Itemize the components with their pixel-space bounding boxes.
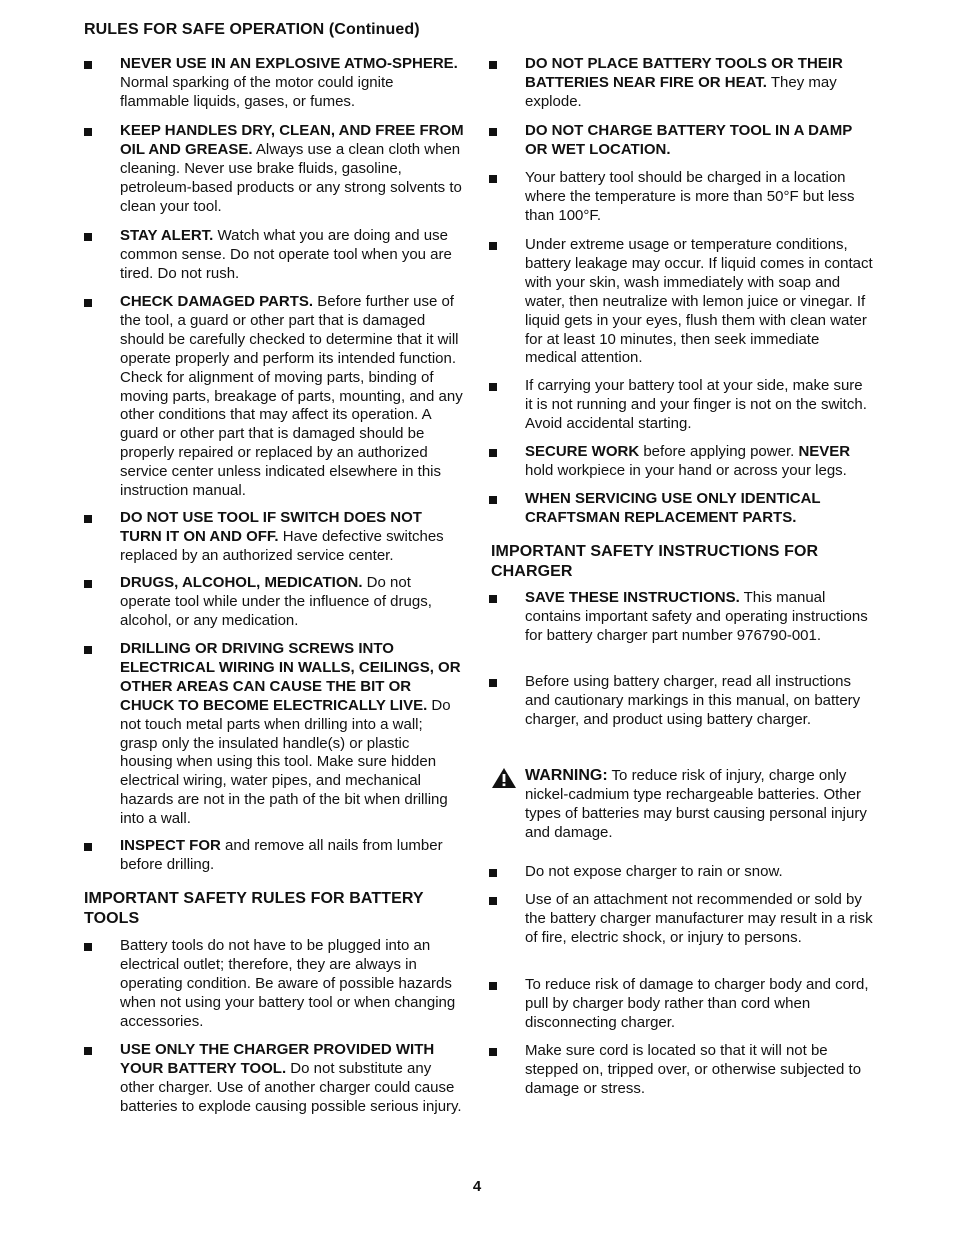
bullet-icon	[84, 128, 92, 136]
rule-item-damaged-parts	[84, 293, 464, 501]
bullet-icon	[84, 646, 92, 654]
bullet-icon	[489, 383, 497, 391]
rule-item-servicing	[489, 490, 874, 528]
rule-item-carrying	[489, 377, 874, 434]
rule-lead: USE ONLY THE CHARGER PROVIDED WITH YOUR BATTERY TOOL.	[120, 1041, 435, 1077]
rule-item-inspect	[84, 837, 464, 875]
bullet-icon	[489, 679, 497, 687]
rule-item-explosive	[84, 55, 464, 112]
rule-item-leakage	[489, 236, 874, 368]
bullet-icon	[489, 982, 497, 990]
rule-lead: DO NOT USE TOOL IF SWITCH DOES NOT TURN IT ON AND OFF.	[120, 509, 422, 545]
rule-body: Under extreme usage or temperature conditions, battery leakage may occur. If liquid comes in contact with your skin, wash immediately with soap and water, then neutralize with lemon juice or vinegar. If liquid gets in your eyes, flush them with clean water for at least 10 minutes, then seek immediate medical attention.	[525, 236, 873, 367]
rule-body: Have defective switches replaced by an authorized service center.	[120, 527, 444, 564]
bullet-icon	[489, 869, 497, 877]
rule-body: Watch what you are doing and use common sense. Do not operate tool when you are tired. Do not rush.	[120, 227, 452, 282]
rule-body: Normal sparking of the motor could ignite flammable liquids, gases, or fumes.	[120, 73, 394, 110]
rule-body-2: hold workpiece in your hand or across your legs.	[525, 461, 847, 479]
warning-body: To reduce risk of injury, charge only nickel-cadmium type rechargeable batteries. Other types of batteries may burst causing personal injury and damage.	[525, 767, 867, 841]
rule-item-damp-location	[489, 122, 874, 160]
bullet-icon	[84, 580, 92, 588]
rule-item-attachment	[489, 891, 874, 948]
warning-triangle-icon	[491, 767, 517, 789]
rule-body: and remove all nails from lumber before drilling.	[120, 837, 443, 873]
bullet-icon	[84, 843, 92, 851]
rule-body: Do not touch metal parts when drilling into a wall; grasp only the insulated handle(s) or plastic housing when using this tool. Make sure hidden electrical wiring, water pipes, and mechanical hazards are not in the path of the bit when drilling into a wall.	[120, 696, 451, 828]
bullet-icon	[84, 943, 92, 951]
bullet-icon	[84, 515, 92, 523]
bullet-icon	[489, 595, 497, 603]
rule-lead: STAY ALERT.	[120, 227, 214, 244]
bullet-icon	[84, 299, 92, 307]
rule-body: Your battery tool should be charged in a location where the temperature is more than 50°F but less than 100°F.	[525, 169, 855, 224]
rule-item-cord-pull	[489, 976, 874, 1033]
rule-item-temperature	[489, 169, 874, 226]
rule-body: Do not expose charger to rain or snow.	[525, 863, 783, 880]
rule-lead: DRUGS, ALCOHOL, MEDICATION.	[120, 574, 363, 591]
rule-body: before applying power.	[639, 443, 799, 460]
bullet-icon	[489, 1048, 497, 1056]
rule-lead: SECURE WORK	[525, 443, 640, 460]
rule-lead: DRILLING OR DRIVING SCREWS INTO ELECTRICAL WIRING IN WALLS, CEILINGS, OR OTHER AREAS CAN CAUSE THE BIT OR CHUCK TO BECOME ELECTRICALLY LIVE.	[120, 640, 461, 714]
rule-body: They may explode.	[525, 73, 837, 110]
rule-body: To reduce risk of damage to charger body and cord, pull by charger body rather than cord when disconnecting charger.	[525, 976, 869, 1031]
rule-item-cord-location	[489, 1042, 874, 1099]
rule-body: If carrying your battery tool at your side, make sure it is not running and your finger is not on the switch. Avoid accidental starting.	[525, 377, 867, 432]
rule-item-drilling	[84, 640, 464, 829]
bullet-icon	[489, 242, 497, 250]
bullet-icon	[489, 449, 497, 457]
rule-item-handles	[84, 122, 464, 217]
warning-block	[489, 767, 874, 843]
rule-item-drugs	[84, 574, 464, 631]
rule-item-switch	[84, 509, 464, 566]
rule-item-rain	[489, 863, 874, 882]
rule-lead: INSPECT FOR	[120, 837, 221, 854]
rule-body: Do not substitute any other charger. Use of another charger could cause batteries to explode causing possible serious injury.	[120, 1059, 462, 1115]
rule-item-secure-work	[489, 443, 874, 481]
warning-label: WARNING:	[525, 767, 608, 784]
rule-lead: KEEP HANDLES DRY, CLEAN, AND FREE FROM OIL AND GREASE.	[120, 122, 464, 158]
rule-lead: CHECK DAMAGED PARTS.	[120, 293, 314, 310]
rule-body: Before further use of the tool, a guard or other part that is damaged should be carefully checked to determine that it will operate properly and perform its intended function. Check for alignment of moving parts, binding of moving parts, breakage of parts, mounting, and any other conditions that may affect its operation. A guard or other part that is damaged should be properly repaired or replaced by an authorized service center unless indicated elsewhere in this instruction manual.	[120, 293, 463, 500]
rule-lead: DO NOT PLACE BATTERY TOOLS OR THEIR BATTERIES NEAR FIRE OR HEAT.	[525, 55, 843, 91]
rule-body: Battery tools do not have to be plugged into an electrical outlet; therefore, they are always in operating condition. Be aware of possible hazards when not using your battery tool or when changing accessories.	[120, 937, 456, 1030]
rule-item-fire-heat	[489, 55, 874, 112]
rule-item-save-instructions	[489, 589, 874, 646]
rule-body: Do not operate tool while under the influence of drugs, alcohol, or any medication.	[120, 574, 432, 629]
rule-item-battery-always-on	[84, 937, 464, 1032]
bullet-icon	[489, 175, 497, 183]
rule-item-charger-only	[84, 1041, 464, 1117]
rule-body: Before using battery charger, read all instructions and cautionary markings in this manual, on battery charger, and product using battery charger.	[525, 673, 861, 728]
rule-lead: WHEN SERVICING USE ONLY IDENTICAL CRAFTSMAN REPLACEMENT PARTS.	[525, 490, 821, 526]
bullet-icon	[84, 61, 92, 69]
rule-body: Use of an attachment not recommended or sold by the battery charger manufacturer may result in a risk of fire, electric shock, or injury to persons.	[525, 891, 873, 946]
rule-lead: DO NOT CHARGE BATTERY TOOL IN A DAMP OR WET LOCATION.	[525, 122, 852, 158]
rule-item-stay-alert	[84, 227, 464, 284]
bullet-icon	[489, 61, 497, 69]
bullet-icon	[84, 233, 92, 241]
rule-item-read-instructions	[489, 673, 874, 730]
rule-body: Always use a clean cloth when cleaning. Never use brake fluids, gasoline, petroleum-based products or any strong solvents to clean your tool.	[120, 140, 462, 215]
section-heading-battery-tools: IMPORTANT SAFETY RULES FOR BATTERY TOOLS	[84, 890, 424, 927]
rule-body: This manual contains important safety and operating instructions for battery charger part number 976790-001.	[525, 589, 868, 644]
section-heading-rules-continued: RULES FOR SAFE OPERATION (Continued)	[84, 21, 420, 38]
bullet-icon	[489, 128, 497, 136]
bullet-icon	[489, 897, 497, 905]
rule-lead-never: NEVER	[798, 443, 851, 460]
rule-lead: SAVE THESE INSTRUCTIONS.	[525, 589, 740, 606]
rule-body: Make sure cord is located so that it will not be stepped on, tripped over, or otherwise subjected to damage or stress.	[525, 1042, 862, 1097]
bullet-icon	[84, 1047, 92, 1055]
bullet-icon	[489, 496, 497, 504]
section-heading-charger: IMPORTANT SAFETY INSTRUCTIONS FOR CHARGER	[491, 543, 819, 580]
rule-lead: NEVER USE IN AN EXPLOSIVE ATMO-SPHERE.	[120, 55, 458, 72]
page-number: 4	[472, 1178, 482, 1195]
